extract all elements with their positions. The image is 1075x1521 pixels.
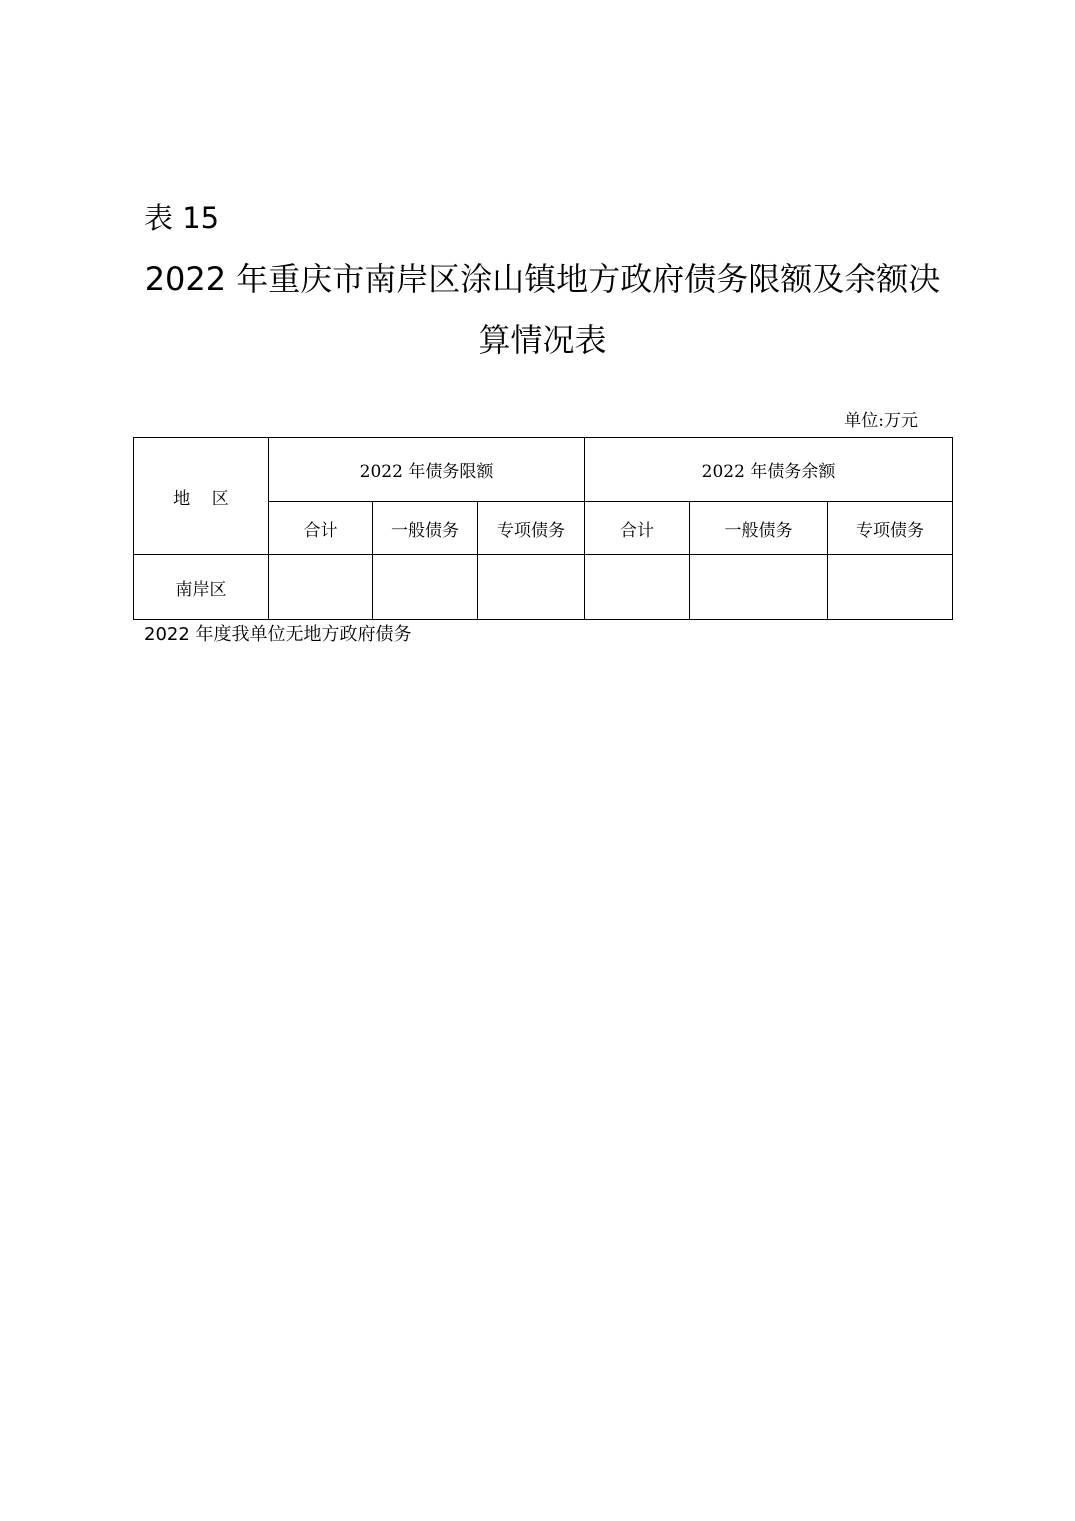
balance-general-header: 一般债务 — [690, 502, 828, 555]
balance-special-header: 专项债务 — [828, 502, 953, 555]
unit-label: 单位:万元 — [844, 411, 918, 431]
limit-general-header: 一般债务 — [373, 502, 478, 555]
limit-total-cell — [269, 555, 373, 620]
table-number: 表 15 — [144, 201, 220, 235]
limit-group-header: 2022 年债务限额 — [269, 438, 585, 502]
balance-group-header: 2022 年债务余额 — [585, 438, 953, 502]
limit-total-header: 合计 — [269, 502, 373, 555]
limit-special-header: 专项债务 — [478, 502, 585, 555]
footnote: 2022 年度我单位无地方政府债务 — [144, 624, 412, 645]
page-title-line-1: 2022 年重庆市南岸区涂山镇地方政府债务限额及余额决 — [144, 260, 941, 298]
balance-total-header: 合计 — [585, 502, 690, 555]
balance-general-cell — [690, 555, 828, 620]
region-header: 地 区 — [134, 438, 269, 555]
limit-general-cell — [373, 555, 478, 620]
debt-table — [133, 437, 953, 620]
limit-special-cell — [478, 555, 585, 620]
balance-special-cell — [828, 555, 953, 620]
page-title-line-2: 算情况表 — [478, 321, 607, 359]
table-row — [134, 555, 953, 620]
table-header-row — [134, 438, 953, 502]
balance-total-cell — [585, 555, 690, 620]
region-cell: 南岸区 — [134, 555, 269, 620]
